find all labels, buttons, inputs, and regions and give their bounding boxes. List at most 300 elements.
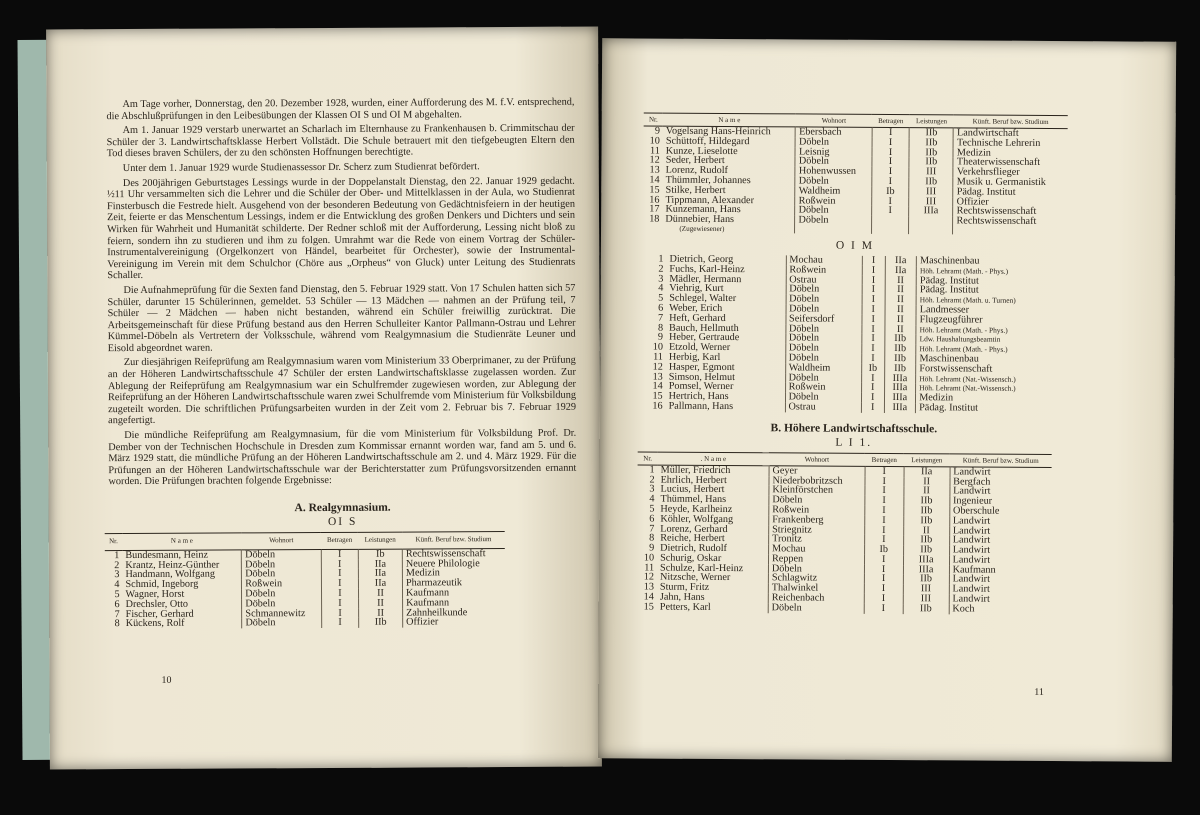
section-heading-landwirtschaftsschule: B. Höhere Landwirtschaftsschule.	[770, 422, 938, 436]
row-name-text: Köhler, Wolfgang	[660, 513, 734, 525]
row-nr-text: 10	[652, 341, 663, 353]
row-betragen-text: I	[881, 602, 886, 614]
top-table-body	[643, 126, 1068, 235]
row-nr-text: 11	[644, 562, 655, 574]
row-name-text: Kunzemann, Hans	[665, 204, 741, 216]
row-name-text: Kunze, Lieselotte	[665, 145, 738, 157]
right-content	[641, 113, 1068, 615]
row-beruf-text: Forstwissenschaft	[919, 362, 993, 375]
row-leistungen-text: II	[377, 597, 384, 609]
row-betragen-text: I	[871, 352, 875, 364]
paragraph: Am Tage vorher, Donnerstag, den 20. Dezember 1928, wurden, einer Aufforderung des M. f.V. entsprechend, die Abschlußprüfungen in den Leibesübungen der Klassen OI S und OI M abgehalten.	[106, 96, 575, 122]
row-name-text: Herbig, Karl	[668, 351, 721, 363]
row-wohnort-text: Striegnitz	[772, 523, 812, 536]
row-betragen-text: I	[888, 127, 893, 139]
page-number-right: 11	[1034, 686, 1044, 698]
row-beruf-text: Medizin	[919, 392, 954, 404]
row-wohnort-text: Döbeln	[245, 568, 276, 580]
row-nr	[637, 485, 657, 495]
paragraph: Zur diesjährigen Reifeprüfung am Realgymnasium waren vom Ministerium 33 Oberprimaner, zu der Prüfung an der Höheren Landwirtschaftsschule 47 Schüler der ersten Landwirtschaftsklasse zugelassen worden. Zur Ablegung der Reifeprüfung am Realgymnasium war ein Schulfremder zugewiesen worden, zur Ablegung der Reifeprüfung an der Höheren Landwirtschaftsschule waren zwei Schulfremde vom Ministerium für Volksbildung zugeteilt worden. Die schriftlichen Prüfungsarbeiten wurden in der Zeit vom 2. Februar bis 7. Februar 1929 angefertigt.	[107, 355, 577, 427]
row-nr-text: 15	[652, 390, 663, 402]
row-wohnort-text: Döbeln	[245, 598, 276, 610]
row-beruf-text: Offizier	[406, 616, 439, 628]
row-betragen-text: I	[888, 146, 893, 158]
row-leistungen-text: III	[925, 195, 937, 207]
row-leistungen-text: IIb	[894, 352, 907, 365]
row-wohnort-text: Döbeln	[788, 371, 819, 384]
row-leistungen	[903, 604, 949, 614]
row-wohnort-text: Niederbobritzsch	[772, 474, 843, 487]
oim-table-body	[642, 254, 1067, 413]
top-table	[643, 113, 1068, 236]
col-leistungen: Leistungen	[909, 115, 953, 128]
row-wohnort-text: Döbeln	[245, 549, 276, 561]
row-leistungen-text: IIa	[374, 558, 387, 570]
row-wohnort-text: Waldheim	[798, 185, 841, 197]
row-name-text: Tippmann, Alexander	[665, 194, 755, 206]
col-beruf: Künft. Beruf bzw. Studium	[954, 115, 1068, 129]
row-wohnort-text: Roßwein	[245, 578, 283, 590]
row-betragen-text: I	[871, 284, 876, 296]
row-betragen	[864, 604, 903, 614]
row-betragen-text: I	[888, 195, 893, 207]
row-name-text: Thümmel, Hans	[660, 493, 727, 506]
row-nr-text: 7	[649, 523, 655, 535]
row-name-text: Petters, Karl	[659, 601, 711, 613]
li-table	[637, 451, 1052, 614]
row-wohnort-text: Roßwein	[772, 504, 810, 516]
row-name-text: Fischer, Gerhard	[125, 608, 194, 620]
section-heading-realgymnasium: A. Realgymnasium.	[294, 501, 391, 515]
row-leistungen-text: II	[922, 524, 930, 536]
row-nr	[637, 534, 657, 544]
row-name	[662, 215, 795, 234]
row-nr-text: 11	[649, 145, 660, 157]
row-name-text: Schurig, Oskar	[660, 552, 722, 564]
row-beruf-text: Kaufmann	[406, 597, 450, 609]
row-nr-text: 9	[657, 331, 664, 343]
row-nr	[105, 619, 123, 629]
table-row	[642, 401, 1066, 413]
row-name-text: Hertrich, Hans	[668, 390, 729, 403]
row-name-text: Stilke, Herbert	[665, 184, 726, 196]
row-nr-text: 12	[649, 154, 660, 166]
col-betragen: Betragen	[321, 533, 358, 550]
row-leistungen-text: II	[923, 475, 931, 487]
row-beruf-text: Landwirt	[952, 593, 990, 605]
row-beruf-text: Theaterwissenschaft	[956, 156, 1041, 169]
row-beruf-text: Höh. Lehramt (Math. - Phys.)	[919, 344, 1008, 354]
row-wohnort-text: Döbeln	[789, 303, 820, 315]
row-beruf-text: Neuere Philologie	[405, 557, 480, 570]
row-beruf-text: Ldw. Haushaltungsbeamtin	[919, 334, 1001, 345]
row-leistungen-text: IIa	[894, 264, 907, 276]
row-nr-text: 2	[114, 559, 120, 571]
row-beruf-text: Bergfach	[953, 475, 991, 488]
row-leistungen-text: IIb	[894, 362, 907, 374]
row-name-text: Lucius, Herbert	[660, 483, 725, 496]
row-leistungen-text: IIb	[920, 573, 933, 585]
class-heading-oim: O I M	[835, 239, 875, 252]
row-leistungen-text: IIb	[925, 146, 938, 158]
row-wohnort	[768, 603, 864, 613]
row-wohnort	[785, 402, 861, 412]
row-betragen-text: I	[881, 583, 886, 595]
row-nr-text: 7	[658, 312, 664, 324]
row-name-text: Dietrich, Georg	[669, 253, 734, 266]
paragraph: Die Aufnahmeprüfung für die Sexten fand Dienstag, den 5. Februar 1929 statt. Von 17 Schulen hatten sich 57 Schüler, darunter 15 Schülerinnen, gemeldet. 53 Schüler — 13 Mädchen — nahmen an der Prüfung teil, 7 Schüler — 2 Mädchen — haben nicht bestanden, während ein Schüler freiwillig zurücktrat. Die Arbeitsgemeinschaft für diese Prüfung bestand aus den Herren Schulleiter Kantor Pallmann-Ostrau und Lehrer Kümmel-Döbeln als Vertretern der Volksschule, während vom Realgymnasium die Studienräte Leuner und Eisold abgeordnet waren.	[107, 282, 576, 355]
row-beruf	[953, 217, 1067, 235]
row-leistungen	[909, 216, 953, 234]
row-beruf	[916, 403, 1066, 414]
row-leistungen-text: II	[923, 485, 931, 497]
row-name-text: Ehrlich, Herbert	[660, 474, 727, 486]
row-betragen-text: Ib	[868, 362, 878, 374]
row-nr	[637, 495, 657, 505]
row-nr-text: 4	[658, 282, 664, 294]
row-beruf-text: Rechtswissenschaft	[405, 547, 486, 560]
row-betragen-text: I	[882, 504, 886, 516]
col-nr: Nr.	[638, 452, 658, 465]
row-leistungen-text: IIb	[920, 534, 933, 546]
row-beruf-text: Pharmazeutik	[405, 577, 463, 589]
row-nr-text: 6	[649, 513, 655, 525]
row-leistungen-text: IIa	[374, 568, 387, 580]
row-wohnort-text: Döbeln	[798, 214, 829, 226]
row-betragen-text: I	[337, 548, 342, 560]
row-nr-text: 1	[658, 253, 664, 265]
row-nr-text: 14	[652, 380, 663, 392]
row-name-text: Pallmann, Hans	[668, 400, 734, 412]
row-beruf-text: Landwirt	[952, 534, 991, 546]
row-betragen-text: I	[881, 573, 886, 585]
row-betragen	[321, 618, 358, 628]
row-leistungen-text: IIb	[920, 544, 933, 556]
row-nr-text: 8	[114, 618, 120, 630]
row-nr	[637, 504, 657, 514]
row-name-text: Vogelsang Hans-Heinrich	[665, 125, 771, 138]
row-name-text: Mädler, Hermann	[669, 273, 742, 285]
row-beruf-text: Kaufmann	[952, 564, 996, 576]
row-wohnort-text: Leisnig	[798, 146, 830, 158]
row-wohnort-text: Mochau	[789, 254, 823, 266]
row-leistungen-text: IIIa	[892, 372, 908, 384]
row-beruf-text: Medizin	[956, 147, 991, 159]
row-leistungen	[909, 207, 953, 217]
row-betragen-text: Ib	[879, 544, 889, 556]
left-prose	[106, 97, 577, 630]
row-betragen-text: I	[888, 175, 893, 188]
row-betragen-text: I	[871, 382, 875, 394]
row-leistungen-text: IIb	[925, 156, 938, 168]
row-name-text: Lorenz, Gerhard	[660, 523, 728, 535]
ois-table	[105, 531, 505, 629]
row-wohnort-text: Döbeln	[788, 342, 819, 354]
col-nr: Nr.	[105, 534, 123, 551]
row-name	[657, 602, 768, 612]
row-beruf	[403, 617, 506, 627]
row-betragen	[871, 216, 908, 234]
row-betragen-text: Ib	[886, 185, 895, 197]
paragraph: Unter dem 1. Januar 1929 wurde Studienassessor Dr. Scherz zum Studienrat befördert.	[122, 161, 480, 175]
row-nr-text: 14	[649, 174, 660, 186]
row-leistungen-text: IIIa	[918, 563, 934, 575]
row-leistungen-text: IIb	[920, 505, 933, 517]
row-wohnort-text: Ebersbach	[799, 126, 842, 138]
row-beruf	[949, 604, 1051, 614]
row-beruf-text: Rechtswissenschaft	[956, 215, 1037, 228]
row-nr	[637, 602, 657, 612]
row-nr-text: 8	[657, 322, 664, 334]
row-betragen-text: I	[882, 475, 886, 487]
row-nr-text: 5	[114, 589, 120, 601]
row-leistungen-text: IIb	[925, 127, 938, 139]
col-wohnort: Wohnort	[241, 533, 321, 550]
col-wohnort: Wohnort	[769, 452, 865, 466]
row-leistungen-text: IIIa	[892, 401, 908, 414]
row-beruf-text: Pädag. Institut	[919, 274, 979, 287]
row-wohnort-text: Roßwein	[789, 264, 827, 276]
row-leistungen-text: IIIa	[918, 554, 934, 566]
row-leistungen-text: II	[896, 323, 904, 335]
table-row	[105, 617, 505, 629]
row-leistungen-text: IIb	[925, 137, 938, 149]
col-wohnort: Wohnort	[796, 114, 873, 127]
row-nr-text: 1	[649, 464, 655, 476]
row-leistungen-text: II	[897, 274, 905, 286]
row-betragen-text: I	[871, 264, 876, 276]
row-wohnort-text: Reichenbach	[771, 592, 825, 604]
row-nr-text: 13	[649, 164, 660, 176]
row-beruf-text: Landmesser	[919, 304, 970, 316]
row-beruf-text: Landwirt	[952, 544, 991, 556]
row-name-text: Heyde, Karlheinz	[660, 503, 733, 515]
row-beruf-text: Pädag. Institut	[956, 186, 1016, 198]
row-nr-text: 1	[114, 549, 120, 561]
row-leistungen-text: IIIa	[892, 382, 908, 394]
row-nr	[642, 401, 666, 411]
row-nr-text: 2	[658, 263, 664, 275]
col-name: N a m e	[663, 113, 796, 127]
row-betragen-text: I	[871, 274, 876, 286]
row-name-text: Pomsel, Werner	[668, 380, 734, 393]
row-leistungen-text: IIb	[925, 176, 938, 188]
row-beruf-text: Oberschule	[952, 505, 1000, 517]
row-betragen-text: I	[882, 495, 886, 507]
row-wohnort-text: Döbeln	[771, 562, 802, 575]
row-betragen-text: I	[888, 156, 893, 168]
row-beruf-text: Offizier	[956, 196, 989, 208]
row-wohnort-text: Roßwein	[798, 195, 836, 207]
row-leistungen-text: III	[920, 593, 932, 605]
row-beruf-text: Zahnheilkunde	[406, 606, 468, 619]
row-name	[123, 619, 242, 629]
row-betragen-text: I	[870, 392, 875, 404]
col-beruf: Künft. Beruf bzw. Studium	[950, 454, 1052, 468]
row-nr-text: 12	[643, 572, 655, 584]
row-nr-text: 2	[649, 474, 655, 486]
row-wohnort-text: Ostrau	[789, 273, 817, 286]
row-name-text: Schlegel, Walter	[669, 292, 737, 305]
row-beruf-text: Flugzeugführer	[919, 313, 983, 326]
row-beruf-text: Landwirt	[953, 466, 991, 478]
row-nr-text: 7	[114, 608, 120, 620]
row-betragen-text: I	[881, 593, 886, 605]
row-nr-text: 4	[649, 493, 655, 505]
row-leistungen-text: IIIa	[923, 205, 939, 217]
row-beruf-text: Höh. Lehramt (Nat.-Wissensch.)	[919, 373, 1016, 384]
row-beruf-text: Höh. Lehramt (Math. - Phys.)	[919, 265, 1009, 276]
row-name-text: Hasper, Egmont	[668, 361, 735, 373]
row-nr-text: 15	[643, 601, 654, 613]
row-nr-text: 16	[652, 400, 663, 412]
row-wohnort-text: Mochau	[772, 543, 806, 555]
row-nr-text: 5	[649, 503, 655, 515]
row-nr-text: 13	[652, 371, 663, 383]
row-nr-text: 9	[649, 542, 655, 554]
row-nr-text: 9	[654, 125, 660, 137]
row-leistungen-text: III	[925, 186, 937, 198]
row-name-text: Heft, Gerhard	[669, 312, 726, 324]
row-betragen-text: I	[338, 558, 342, 570]
row-leistungen	[884, 403, 916, 413]
row-betragen-text: I	[871, 343, 875, 355]
row-leistungen-text: IIa	[920, 465, 933, 477]
row-leistungen-text: IIb	[920, 514, 933, 526]
row-betragen	[861, 403, 884, 413]
row-wohnort-text: Döbeln	[789, 283, 820, 295]
row-name-text: Etzold, Werner	[668, 341, 731, 354]
row-betragen-text: I	[871, 254, 876, 266]
row-beruf-text: Höh. Lehramt (Math. u. Turnen)	[919, 295, 1016, 305]
row-nr-text: 3	[658, 273, 664, 285]
row-beruf-text: Landwirt	[952, 515, 991, 527]
row-name-text: Simson, Helmut	[668, 371, 736, 383]
row-wohnort-text: Döbeln	[798, 155, 829, 168]
row-betragen-text: I	[870, 401, 875, 413]
row-betragen-text: I	[888, 166, 893, 178]
left-page	[46, 27, 602, 770]
row-leistungen-text: IIIa	[892, 392, 908, 404]
row-name-text: Krantz, Heinz-Günther	[125, 559, 220, 571]
row-leistungen-text: III	[926, 166, 937, 178]
row-name-text: Seder, Herbert	[665, 155, 725, 167]
row-nr-text: 8	[649, 532, 655, 544]
row-name-text: Fuchs, Karl-Heinz	[669, 263, 745, 275]
row-wohnort-text: Döbeln	[772, 494, 803, 506]
row-nr-text: 12	[652, 361, 663, 373]
row-name-text: Jahn, Hans	[659, 591, 705, 603]
row-name-text: Nitzsche, Werner	[659, 572, 731, 584]
row-betragen-text: I	[871, 323, 875, 335]
row-beruf-text: Verkehrsflieger	[956, 166, 1020, 178]
row-wohnort-text: Döbeln	[798, 136, 830, 148]
row-wohnort	[242, 618, 322, 628]
right-page	[598, 38, 1176, 761]
row-wohnort-text: Schmannewitz	[245, 607, 306, 619]
row-wohnort-text: Tronitz	[772, 533, 802, 545]
row-name-text: Heber, Gertraude	[668, 332, 740, 344]
row-beruf-text: Kaufmann	[405, 587, 450, 599]
row-wohnort	[795, 216, 872, 234]
row-wohnort-text: Döbeln	[771, 602, 802, 614]
row-beruf-text: Medizin	[405, 567, 440, 579]
row-wohnort-text: Döbeln	[245, 588, 276, 600]
col-betragen: Betragen	[872, 114, 909, 127]
row-betragen-text: I	[338, 578, 342, 590]
row-nr-text: 10	[643, 552, 655, 564]
row-leistungen-text: II	[897, 284, 904, 296]
row-name-text: Kückens, Rolf	[125, 618, 185, 630]
row-betragen-text: I	[338, 597, 342, 609]
row-wohnort-text: Döbeln	[245, 617, 276, 629]
row-wohnort-text: Döbeln	[788, 352, 819, 364]
row-beruf-text: Maschinenbau	[919, 353, 979, 365]
row-name-text: Handmann, Wolfgang	[125, 568, 215, 581]
row-beruf-text: Landwirt	[952, 583, 990, 595]
row-nr-text: 6	[658, 302, 664, 314]
class-heading-ois: OI S	[327, 515, 358, 528]
row-wohnort-text: Döbeln	[798, 204, 829, 217]
row-name-text: Weber, Erich	[669, 302, 723, 314]
row-beruf-text: Landwirt	[952, 573, 990, 586]
row-beruf-text: Landwirt	[952, 554, 991, 566]
row-leistungen-text: IIa	[895, 255, 907, 267]
row-wohnort-text: Ostrau	[788, 401, 816, 413]
row-wohnort-text: Waldheim	[788, 362, 831, 374]
row-wohnort-text: Reppen	[771, 553, 804, 565]
row-beruf-text: Musik u. Germanistik	[956, 176, 1046, 188]
row-leistungen-text: Ib	[376, 548, 385, 560]
row-betragen-text: I	[882, 485, 886, 497]
row-name-text: Bauch, Hellmuth	[669, 322, 739, 334]
col-name: N a m e	[122, 533, 241, 550]
row-name-text: Schüttoff, Hildegard	[665, 135, 750, 147]
row-nr-text: 16	[649, 194, 660, 206]
row-betragen-text: I	[888, 205, 892, 217]
row-beruf-text: Landwirt	[952, 524, 991, 537]
row-nr-text: 14	[643, 591, 654, 603]
row-wohnort-text: Döbeln	[788, 391, 819, 403]
row-leistungen-text: IIb	[374, 617, 387, 629]
row-wohnort-text: Döbeln	[245, 558, 276, 570]
table-row	[643, 215, 1067, 235]
row-name-text: Sturm, Fritz	[659, 581, 710, 594]
row-betragen-text: I	[881, 563, 886, 575]
row-beruf-text: Höh. Lehramt (Nat.-Wissensch.)	[919, 383, 1016, 394]
row-name-text: Müller, Friedrich	[660, 464, 731, 476]
row-betragen-text: I	[338, 607, 342, 619]
row-name-text: Lorenz, Rudolf	[665, 164, 728, 177]
ois-table-body	[105, 548, 505, 629]
row-leistungen-text: II	[896, 304, 904, 316]
row-wohnort-text: Thalwinkel	[771, 582, 819, 594]
col-betragen: Betragen	[865, 453, 904, 466]
row-betragen-text: I	[882, 534, 886, 546]
row-betragen-text: I	[888, 136, 893, 148]
row-name-text: Bundesmann, Heinz	[125, 549, 208, 561]
row-wohnort-text: Kleinförstchen	[772, 484, 833, 496]
row-leistungen-text: IIb	[920, 495, 933, 507]
row-name-text: Schulze, Karl-Heinz	[660, 562, 744, 574]
row-wohnort-text: Seifersdorf	[789, 313, 835, 325]
row-beruf-text: Landwirtschaft	[957, 127, 1019, 139]
row-nr-text: 17	[649, 203, 660, 215]
col-name: . N a m e	[658, 452, 769, 466]
row-wohnort-text: Döbeln	[788, 322, 820, 335]
row-nr	[637, 524, 657, 534]
row-leistungen-text: II	[897, 294, 904, 306]
